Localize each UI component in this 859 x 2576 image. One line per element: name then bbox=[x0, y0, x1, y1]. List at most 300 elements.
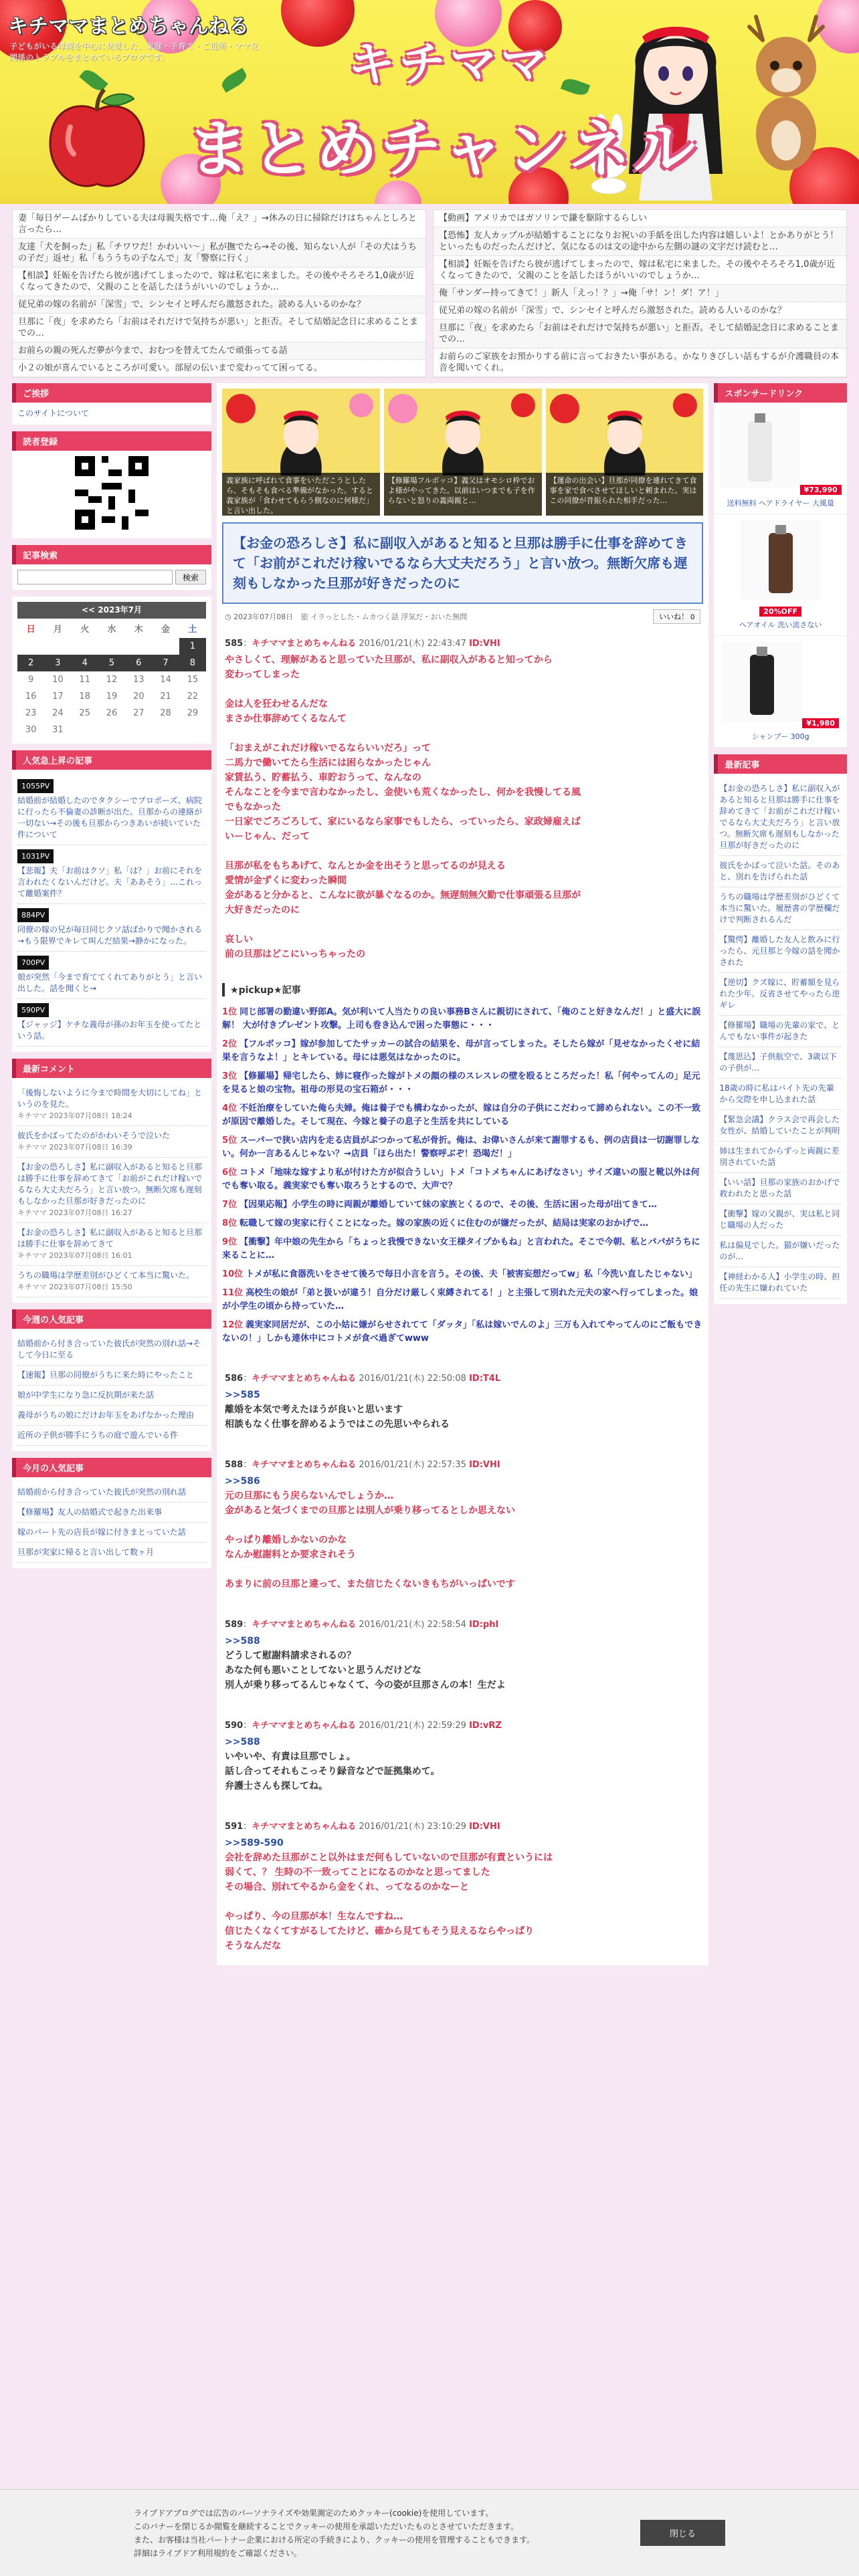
latest-article-link[interactable]: うちの職場は学歴差別がひどくて本当に驚いた。履歴書の学歴欄だけで判断されるんだ bbox=[719, 887, 842, 930]
antenna-column-right bbox=[433, 209, 847, 378]
post bbox=[222, 1451, 703, 1598]
search-button[interactable]: 検索 bbox=[175, 570, 206, 584]
post bbox=[222, 1812, 703, 1960]
calendar-box bbox=[12, 597, 211, 744]
antenna-link[interactable]: 従兄弟の嫁の名前が「深雪」で、シンセイと呼んだら激怒された。読める人いるのかな？ bbox=[13, 296, 425, 314]
calendar-cell: 25 bbox=[79, 708, 90, 718]
pv-badge: 884PV bbox=[17, 908, 49, 922]
pv-badge: 1055PV bbox=[17, 779, 54, 793]
post-line: そうなんだな bbox=[225, 1941, 282, 1951]
latest-article-link[interactable]: 【驚愕】離婚した友人と飲みに行ったら、元旦那と今嫁の話を聞かされた bbox=[719, 930, 842, 973]
pickup-text: スーパーで狭い店内を走る店員がぶつかって私が骨折。俺は、お偉いさんが来て謝罪するも、例の店員は一切謝罪しない。何か一言あるんじゃない？→店員「ほら出た！警察呼ぶぞ！恐喝だ！」 bbox=[222, 1136, 700, 1159]
product-name[interactable]: シャンプー 300g bbox=[751, 732, 809, 741]
calendar-cell bbox=[152, 638, 179, 655]
cookie-text-line: このバナーを閉じるか閲覧を継続することでクッキーの使用を承認いただいたものとさせていただきます。 bbox=[134, 2521, 519, 2531]
left-sidebar bbox=[12, 383, 211, 1575]
box-title: 人気急上昇の記事 bbox=[12, 750, 211, 770]
pv-badge: 590PV bbox=[17, 1003, 49, 1017]
calendar-cell[interactable]: 8 bbox=[179, 655, 206, 671]
latest-article-link[interactable]: 【衝撃】嫁の父親が、実は私と同じ職場の人だった bbox=[719, 1204, 842, 1236]
pickup-link[interactable] bbox=[222, 1099, 703, 1132]
calendar-cell: 26 bbox=[106, 708, 118, 718]
post-line: そんなことを今まで言わなかったし、金使いも荒くなかったし、何かを我慢してる風 bbox=[225, 787, 581, 798]
pv-badge: 700PV bbox=[17, 956, 49, 970]
latest-article-link[interactable]: 【お金の恐ろしさ】私に副収入があると知ると旦那は勝手に仕事を辞めてきて「お前がこれだけ稼いでるなら大丈夫だろう」と言い放つ。無断欠席も遅刻もしなかった旦那が好きだったのに bbox=[719, 779, 842, 856]
post-line: 「おまえがこれだけ稼いでるならいいだろ」って bbox=[225, 743, 432, 754]
box-title: 今月の人気記事 bbox=[12, 1458, 211, 1477]
comments-box bbox=[12, 1059, 211, 1303]
qr-code-icon[interactable] bbox=[75, 456, 149, 530]
article-date: 2023年07月08日 bbox=[233, 613, 294, 621]
leaf-decoration bbox=[561, 76, 590, 98]
pickup-link[interactable] bbox=[222, 1035, 703, 1067]
pickup-text: 転職して嫁の実家に行くことになった。嫁の家族の近くに住むのが嫌だったが、結局は実家のおかげで… bbox=[240, 1218, 649, 1228]
post-body bbox=[225, 1836, 700, 1953]
post bbox=[222, 1711, 703, 1800]
pickup-link[interactable] bbox=[222, 1132, 703, 1164]
price-badge: ¥73,990 bbox=[800, 485, 842, 495]
calendar-cell bbox=[72, 638, 98, 655]
comment-item[interactable] bbox=[17, 1266, 206, 1297]
post-line: 一日家でごろごろして、家にいるなら家事でもしたら、っていったら、家政婦雇えば bbox=[225, 817, 581, 827]
sponsor-product[interactable] bbox=[714, 636, 847, 748]
main-content bbox=[217, 383, 708, 1965]
post-line: 金は人を狂わせるんだな bbox=[225, 699, 328, 710]
reply-anchor-link[interactable]: >>586 bbox=[225, 1476, 260, 1487]
antenna-column-left bbox=[12, 209, 426, 378]
reply-anchor-link[interactable]: >>588 bbox=[225, 1636, 260, 1646]
latest-article-link[interactable]: 【いい話】旦那の家族のおかげで救われたと思った話 bbox=[719, 1173, 842, 1204]
pickup-rank: 4位 bbox=[222, 1103, 237, 1113]
calendar-cell: 13 bbox=[132, 675, 145, 685]
leaf-decoration bbox=[219, 68, 250, 92]
calendar-cell: 17 bbox=[52, 691, 64, 702]
pickup-rank: 12位 bbox=[222, 1320, 244, 1330]
calendar-day-label: 木 bbox=[134, 625, 143, 635]
comment-meta: キチママ 2023年07月08日 15:50 bbox=[17, 1283, 132, 1291]
post-date: 2016/01/21(木) 22:50:08 bbox=[359, 1374, 466, 1384]
calendar-cell: 24 bbox=[52, 708, 64, 718]
pickup-link[interactable] bbox=[222, 1284, 703, 1316]
post-line: 別人が乗り移ってるんじゃなくて、今の姿が旦那さんの本！生だよ bbox=[225, 1680, 506, 1691]
pickup-rank: 1位 bbox=[222, 1007, 237, 1017]
thumbnail-caption: 【運命の出会い】旦那が同僚を連れてきて食事を家で食べさせてほしいと頼まれた。実はこの同僚が昔振られた相手だった… bbox=[546, 473, 704, 516]
calendar-cell bbox=[72, 722, 98, 738]
post-line: 相談もなく仕事を辞めるようではこの先思いやられる bbox=[225, 1419, 450, 1430]
box-title: 最新コメント bbox=[12, 1059, 211, 1078]
pickup-text: 【修羅場】帰宅したら、姉に寝作った嫁がトメの顔の様のスレスレの壁を殴るところだった！私「何やってんの」足元を見ると娘の宝物。祖母の形見の宝石箱が・・・ bbox=[222, 1071, 700, 1095]
article-link[interactable]: 【修羅場】友人の結婚式で起きた出来事 bbox=[17, 1503, 206, 1523]
latest-article-link[interactable]: 【修羅場】職場の先輩の家で、とんでもない事件が起きた bbox=[719, 1016, 842, 1047]
ranking-item[interactable] bbox=[17, 904, 206, 952]
antenna-link[interactable]: 従兄弟の嫁の名前が「深雪」で、シンセイと呼んだら激怒された。読める人いるのかな？ bbox=[434, 302, 846, 320]
thumbnail-image bbox=[546, 389, 704, 475]
pickup-rank: 11位 bbox=[222, 1288, 244, 1298]
calendar-cell[interactable]: 5 bbox=[98, 655, 125, 671]
comment-text: うちの職場は学歴差別がひどくて本当に驚いた。 bbox=[17, 1271, 195, 1280]
post-line: 哀しい bbox=[225, 934, 254, 945]
like-button[interactable]: いいね！ 0 bbox=[653, 609, 700, 624]
pickup-rank: 6位 bbox=[222, 1168, 237, 1178]
pickup-text: コトメ「地味な嫁すより私が付けた方が似合うしい」トメ「コトメちゃんにあげなさい」サイズ違いの服と靴以外は何でも奪い取る。義実家でも奪い取ろうとするので、大声で？ bbox=[222, 1168, 700, 1191]
comment-item[interactable] bbox=[17, 1126, 206, 1158]
calendar-cell: 14 bbox=[160, 675, 171, 685]
calendar-cell: 9 bbox=[28, 675, 34, 685]
calendar-cell: 12 bbox=[106, 675, 118, 685]
calendar-cell: 21 bbox=[160, 691, 171, 702]
post-line bbox=[225, 682, 700, 697]
post-author: キチママまとめちゃんねる bbox=[252, 639, 357, 649]
calendar-cell: 31 bbox=[52, 725, 64, 735]
cookie-text-line: ライブドアブログでは広告のパーソナライズや効果測定のためクッキー(cookie)を使用しています。 bbox=[134, 2508, 494, 2518]
pickup-link[interactable] bbox=[222, 1003, 703, 1035]
pickup-link[interactable] bbox=[222, 1233, 703, 1265]
post-line: 旦那が私をもちあげて、なんとか金を出そうと思ってるのが見える bbox=[225, 861, 506, 871]
pickup-rank: 5位 bbox=[222, 1136, 237, 1146]
article-link[interactable]: 娘が中学生になり急に反抗期が来た話 bbox=[17, 1386, 206, 1406]
post-number[interactable]: 589 bbox=[225, 1620, 244, 1630]
post-date: 2016/01/21(木) 23:10:29 bbox=[359, 1822, 466, 1832]
calendar-header[interactable]: << 2023年7月 bbox=[17, 602, 206, 619]
post-header: 590：キチママまとめちゃんねる 2016/01/21(木) 22:59:29 ID:vRZ bbox=[225, 1721, 502, 1731]
subscribe-box bbox=[12, 431, 211, 538]
post-id: ID:VHI bbox=[469, 1822, 500, 1832]
calendar-cell bbox=[125, 638, 152, 655]
pickup-text: 高校生の娘が「弟と扱いが違う！自分だけ厳しく束縛されてる！」と主張して別れた元夫の家へ行ってしまった。娘が小学生の頃から持っていた… bbox=[222, 1288, 698, 1311]
antenna-link[interactable]: 旦那に「夜」を求めたら「お前はそれだけで気持ちが悪い」と拒否。そして結婚記念日に求めることまでの… bbox=[13, 314, 425, 342]
logo-text-top: キチママ bbox=[348, 37, 551, 92]
post-line: 信じたくなくてすがるしてたけど、確から見てもそう見えるならやっぱり bbox=[225, 1926, 535, 1937]
calendar-cell bbox=[98, 638, 125, 655]
calendar-cell[interactable]: 2 bbox=[17, 655, 44, 671]
thumbnail-image bbox=[222, 389, 380, 475]
post-line: あなた何も悪いことしてないと思うんだけどな bbox=[225, 1665, 422, 1676]
post-line: 二馬力で働いてたら生活には困らなかったじゃん bbox=[225, 758, 432, 768]
calendar-cell[interactable]: 3 bbox=[44, 655, 71, 671]
pickup-text: 同じ部署の勤違い野郎A。気が利いて人当たりの良い事務Bさんに親切にされて、「俺のこと好きなんだ！」と盛大に誤解！ 大が付きプレゼント攻撃。上司も巻き込んで困った事態に・・・ bbox=[222, 1007, 701, 1031]
post-number[interactable]: 588 bbox=[225, 1460, 244, 1470]
pickup-link[interactable] bbox=[222, 1196, 703, 1214]
about-box bbox=[12, 383, 211, 425]
pickup-text: 【因果応報】小学生の時に両親が離婚していて妹の家族とくるので、その後、生活に困った母が出てきて… bbox=[240, 1200, 657, 1210]
pickup-text: 【フルボッコ】嫁が参加してたサッカーの試合の結果を、母が言ってしまった。そしたら嫁が「見せなかったくせに結果を言うなよ！」とキレている。母には悪気はなかったのに。 bbox=[222, 1039, 700, 1063]
post-id: ID:phI bbox=[469, 1620, 499, 1630]
antenna-link[interactable]: 俺「サンダー持ってきて！」新人「えっ！？」→俺「サ！ン！ダ！ア！」 bbox=[434, 285, 846, 302]
latest-article-link[interactable]: 【神経わかる人】小学生の時、担任の先生に嫌われていた bbox=[719, 1267, 842, 1299]
antenna-link[interactable]: 【相談】妊娠を告げたら彼が逃げてしまったので、嫁は私宅に来ました。その後やそろそろ1,0歳が近くなってきたので、父親のことを話したほうがいいのでしょうか… bbox=[434, 256, 846, 285]
pickup-link[interactable] bbox=[222, 1164, 703, 1196]
box-title: ご挨拶 bbox=[12, 383, 211, 403]
antenna-link[interactable]: 【恐怖】友人カップルが結婚することになりお祝いの手紙を出した内容は嬉しいよ！とかありがとう！といったものだったんだけど、気になるのは文の途中から左側の謎の文字だけ読むと… bbox=[434, 227, 846, 256]
post-author: キチママまとめちゃんねる bbox=[252, 1822, 357, 1832]
post-number[interactable]: 586 bbox=[225, 1374, 244, 1384]
ranking-link[interactable]: 娘が突然「今まで育ててくれてありがとう」と言い出した。話を聞くと→ bbox=[17, 972, 203, 993]
calendar-cell bbox=[98, 722, 125, 738]
popular-box bbox=[12, 750, 211, 1052]
ranking-link[interactable]: 同僚の嫁の兄が毎日同じクソ話ばかりで聞かされる→もう限界でキレて叫んだ結果→静かになった。 bbox=[17, 925, 203, 946]
reply-anchor-link[interactable]: >>585 bbox=[225, 1390, 260, 1400]
weekly-popular-box bbox=[12, 1309, 211, 1451]
calendar-cell: 11 bbox=[79, 675, 90, 685]
antenna-link[interactable]: 【相談】妊娠を告げたら彼が逃げてしまったので、嫁は私宅に来ました。その後やそろそろ1,0歳が近くなってきたので、父親のことを話したほうがいいのでしょうか… bbox=[13, 267, 425, 296]
comment-item[interactable] bbox=[17, 1083, 206, 1126]
logo-text-bottom: まとめチャンネル bbox=[187, 114, 698, 185]
reply-anchor-link[interactable]: >>588 bbox=[225, 1737, 260, 1747]
pickup-link[interactable] bbox=[222, 1316, 703, 1348]
post bbox=[222, 1364, 703, 1438]
calendar-cell[interactable]: 7 bbox=[152, 655, 179, 671]
post-date: 2016/01/21(木) 22:58:54 bbox=[359, 1620, 466, 1630]
pickup-rank: 2位 bbox=[222, 1039, 237, 1049]
pickup-link[interactable] bbox=[222, 1214, 703, 1233]
post-body bbox=[225, 1388, 700, 1432]
right-sidebar bbox=[714, 383, 847, 1311]
latest-article-link[interactable]: 私は偏見でした。猫が嫌いだったのが… bbox=[719, 1236, 842, 1267]
featured-thumbnail[interactable] bbox=[546, 389, 704, 516]
latest-articles-box bbox=[714, 754, 847, 1304]
post-line: 金があると分かると、こんなに欲が暴ぐなるのか。無遅刻無欠勤で仕事頑張る旦那が bbox=[225, 890, 581, 901]
box-title: スポンサードリンク bbox=[714, 383, 847, 403]
article-link[interactable]: 結婚前から付き合っていた彼氏が突然の別れ話 bbox=[17, 1483, 206, 1503]
post-line bbox=[225, 1518, 700, 1533]
calendar-cell: 23 bbox=[25, 708, 37, 718]
rose-decoration bbox=[281, 0, 355, 47]
comment-meta: キチママ 2023年07月08日 16:39 bbox=[17, 1143, 132, 1152]
pickup-link[interactable] bbox=[222, 1265, 703, 1284]
post-date: 2016/01/21(木) 22:59:29 bbox=[359, 1721, 466, 1731]
post-author: キチママまとめちゃんねる bbox=[252, 1721, 357, 1731]
calendar-cell bbox=[125, 722, 152, 738]
about-link[interactable]: このサイトについて bbox=[17, 409, 89, 418]
thumbnail-caption: 義家族に呼ばれて食事をいただこうとしたら、そもそも食べる準備がなかった。すると義家族が「食わせてもらう側なのに何様だ」と言い出した。 bbox=[222, 473, 380, 516]
product-name[interactable]: ヘアオイル 洗い流さない bbox=[739, 621, 822, 629]
post-line: まさか仕事辞めてくるなんて bbox=[225, 714, 347, 724]
post-line: いーじゃん、だって bbox=[225, 831, 310, 842]
pickup-rank: 9位 bbox=[222, 1237, 237, 1247]
post-number[interactable]: 590 bbox=[225, 1721, 244, 1731]
calendar-day-label: 日 bbox=[26, 625, 35, 635]
calendar-cell: 16 bbox=[25, 691, 37, 702]
article-title[interactable]: 【お金の恐ろしさ】私に副収入があると知ると旦那は勝手に仕事を辞めてきて「お前がこれだけ稼いでるなら大丈夫だろう」と言い放つ。無断欠席も遅刻もしなかった旦那が好きだったのに bbox=[222, 522, 703, 604]
post-line: あまりに前の旦那と違って、また信じたくないきもちがいっぱいです bbox=[225, 1579, 515, 1590]
post-line: 弁護士さんも探してね。 bbox=[225, 1781, 328, 1792]
post-line bbox=[225, 1895, 700, 1909]
cookie-text bbox=[134, 2506, 613, 2560]
search-box bbox=[12, 545, 211, 590]
post-header: 585：キチママまとめちゃんねる 2016/01/21(木) 22:43:47 ID:VHI bbox=[225, 639, 500, 649]
antenna-links bbox=[0, 204, 859, 383]
calendar-cell: 15 bbox=[187, 675, 199, 685]
article-tags[interactable]: 旅 イラっとした・ムカつく話 浮気だ・おいた無問 bbox=[300, 613, 468, 621]
calendar-cell bbox=[17, 638, 44, 655]
post-id: ID:vRZ bbox=[469, 1721, 502, 1731]
calendar-day-label: 金 bbox=[161, 625, 171, 635]
pickup-text: 【衝撃】年中娘の先生から「ちょっと我慢できない女王様タイプかもね」と言われた。そこで今朝、私とパパがうちに来ることに… bbox=[222, 1237, 700, 1261]
ranking-link[interactable]: 【悲報】夫「お前はクソ」私「は？」お前にそれを言われたくないんだけど。夫「ああそう」…これって離婚案件？ bbox=[17, 866, 203, 898]
post-author: キチママまとめちゃんねる bbox=[252, 1460, 357, 1470]
post-line bbox=[225, 918, 700, 932]
featured-thumbnails bbox=[222, 389, 703, 516]
pickup-text: 義実家同居だが、この小姑に嫌がらせされてて「ダッタ」「私は嫁いでんのよ」三万も入れてやってんのにご飯もできないの！」しかも連休中にコトメが食べ過ぎてwww bbox=[222, 1320, 702, 1344]
pickup-link[interactable] bbox=[222, 1067, 703, 1099]
post-line: でもなかった bbox=[225, 802, 282, 813]
box-title: 最新記事 bbox=[714, 754, 847, 774]
pickup-text: トメが私に食器洗いをさせて後ろで毎日小言を言う。その後、夫「被害妄想だってw」私「今洗い直したじゃない」 bbox=[246, 1269, 697, 1279]
antenna-link[interactable]: 友達「犬を飼った」私「チワワだ！かわいい〜」私が撫でたら→その後、知らない人が「その犬はうちの子だ」返せ」私「もううちの子なんで」友「警察に行く」 bbox=[13, 239, 425, 267]
post-line: 離婚を本気で考えたほうが良いと思います bbox=[225, 1404, 403, 1415]
post-line: 大好きだったのに bbox=[225, 905, 300, 916]
ranking-item[interactable] bbox=[17, 775, 206, 845]
comment-text: 「後悔しないように今まで時間を大切にしてね」というのを見た。 bbox=[17, 1088, 203, 1109]
product-name[interactable]: 送料無料 ヘアドライヤー 大風量 bbox=[727, 499, 834, 508]
pickup-rank: 7位 bbox=[222, 1200, 237, 1210]
pickup-rank: 3位 bbox=[222, 1071, 237, 1081]
calendar-cell: 18 bbox=[79, 691, 90, 702]
post-line: 話し合ってそれもこっそり録音などで証拠集めて。 bbox=[225, 1766, 440, 1777]
ranking-item[interactable] bbox=[17, 952, 206, 999]
latest-article-link[interactable]: 姉は生まれてからずっと両親に差別されていた話 bbox=[719, 1142, 842, 1173]
post-number[interactable]: 585 bbox=[225, 639, 244, 649]
box-title: 記事検索 bbox=[12, 545, 211, 564]
calendar-cell: 10 bbox=[52, 675, 64, 685]
post-header: 586：キチママまとめちゃんねる 2016/01/21(木) 22:50:08 ID:T4L bbox=[225, 1374, 501, 1384]
post-date: 2016/01/21(木) 22:43:47 bbox=[359, 639, 466, 649]
featured-thumbnail[interactable] bbox=[222, 389, 380, 516]
comment-meta: キチママ 2023年07月08日 16:27 bbox=[17, 1208, 132, 1217]
post-line: その場合、別れてやるから金をくれ、ってなるのかなーと bbox=[225, 1882, 469, 1893]
calendar-cell: 28 bbox=[160, 708, 171, 718]
calendar-cell[interactable]: 4 bbox=[72, 655, 98, 671]
price-badge: ¥1,980 bbox=[802, 718, 838, 728]
reply-anchor-link[interactable]: >>589-590 bbox=[225, 1838, 284, 1848]
box-title: 読者登録 bbox=[12, 431, 211, 451]
calendar-cell bbox=[179, 722, 206, 738]
calendar-cell: 22 bbox=[187, 691, 199, 702]
product-image bbox=[722, 641, 802, 722]
antenna-link[interactable]: 妻「毎日ゲームばかりしている夫は母親失格です…俺「え？」→休みの日に掃除だけはちゃんとしろと言ったら… bbox=[13, 210, 425, 239]
latest-article-link[interactable]: 彼氏をかばって泣いた話。そのあと、別れを告げられた話 bbox=[719, 856, 842, 887]
thumbnail-image bbox=[384, 389, 542, 475]
post-line: やっぱり離婚しかないのかな bbox=[225, 1535, 347, 1545]
calendar-cell bbox=[152, 722, 179, 738]
calendar-cell: 29 bbox=[187, 708, 199, 718]
pickup-rank: 10位 bbox=[222, 1269, 244, 1279]
comment-item[interactable] bbox=[17, 1223, 206, 1266]
post-line: 変わってしまった bbox=[225, 669, 300, 680]
post-author: キチママまとめちゃんねる bbox=[252, 1374, 357, 1384]
calendar-cell: 27 bbox=[132, 708, 145, 718]
deer-illustration bbox=[736, 13, 836, 174]
post-line: 家賃払う、貯蓄払う、車貯おうって、なんなの bbox=[225, 772, 421, 783]
comment-meta: キチママ 2023年07月08日 18:24 bbox=[17, 1111, 132, 1120]
site-header bbox=[0, 0, 859, 204]
content-wrapper bbox=[0, 383, 859, 1965]
cookie-close-button[interactable]: 閉じる bbox=[640, 2520, 725, 2546]
post-line: 愛情が金ずくに変わった瞬間 bbox=[225, 875, 347, 886]
search-input[interactable] bbox=[17, 570, 173, 584]
calendar-day-label: 火 bbox=[80, 625, 90, 635]
calendar-cell[interactable]: 1 bbox=[179, 638, 206, 655]
antenna-link[interactable]: 【動画】アメリカではガソリンで鎌を駆除するらしい bbox=[434, 210, 846, 227]
thumbnail-caption: 【修羅場フルボッコ】義父はオモシロ枠でおよ様がやってきた。以前はいつまでも子を作らないと怒りの義両親と… bbox=[384, 473, 542, 516]
post-id: ID:VHI bbox=[469, 1460, 500, 1470]
product-image bbox=[720, 408, 800, 488]
antenna-link[interactable]: お前らの親の死んだ夢が今まで、おむつを替えてたんで頑張ってる話 bbox=[13, 342, 425, 360]
article-link[interactable]: 義母がうちの娘にだけお年玉をあげなかった理由 bbox=[17, 1406, 206, 1426]
calendar-day-label: 土 bbox=[188, 625, 197, 635]
sponsor-product[interactable] bbox=[714, 403, 847, 514]
article-link[interactable]: 近所の子供が勝手にうちの庭で遊んでいる件 bbox=[17, 1426, 206, 1446]
apple-illustration bbox=[40, 87, 154, 194]
calendar-cell[interactable]: 6 bbox=[125, 655, 152, 671]
article-link[interactable]: 旦那が実家に帰ると言い出して数ヶ月 bbox=[17, 1543, 206, 1563]
clock-icon: ◷ bbox=[225, 613, 231, 621]
post-line: どうして慰謝料請求されるの？ bbox=[225, 1650, 357, 1661]
article-link[interactable]: 【速報】旦那の同僚がうちに来た時にやったこと bbox=[17, 1366, 206, 1386]
post-author: キチママまとめちゃんねる bbox=[252, 1620, 357, 1630]
site-title[interactable]: キチママまとめちゃんねる bbox=[8, 15, 249, 38]
product-image bbox=[741, 520, 821, 600]
calendar-day-label: 水 bbox=[107, 625, 116, 635]
cookie-terms-link[interactable]: 詳細はライブドア利用規約をご確認ください。 bbox=[134, 2548, 302, 2558]
antenna-link[interactable]: お前らのご家族をお預かりする前に言っておきたい事がある。かなりきびしい話もするが介護職員の本音を聞いてくれ。 bbox=[434, 348, 846, 377]
post-id: ID:VHI bbox=[469, 639, 500, 649]
comment-item[interactable] bbox=[17, 1158, 206, 1223]
ranking-item[interactable] bbox=[17, 845, 206, 904]
post bbox=[222, 629, 703, 968]
article-link[interactable]: 嫁のパート先の店長が嫁に付きまとっていた話 bbox=[17, 1523, 206, 1543]
box-title: 今週の人気記事 bbox=[12, 1309, 211, 1329]
monthly-popular-box bbox=[12, 1458, 211, 1568]
pickup-rank: 8位 bbox=[222, 1218, 237, 1228]
post-line: やさしくて、理解があると思っていた旦那が、私に副収入があると知ってから bbox=[225, 655, 553, 665]
calendar-cell bbox=[44, 638, 71, 655]
antenna-link[interactable]: 小２の娘が喜んでいるところが可愛い。部屋の伝いまで変わってて困ってる。 bbox=[13, 360, 425, 377]
ranking-item[interactable] bbox=[17, 999, 206, 1047]
post-line: 前の旦那はどこにいっちゃったの bbox=[225, 949, 366, 960]
post-date: 2016/01/21(木) 22:57:35 bbox=[359, 1460, 466, 1470]
post-line: 弱くて、？ 生時の不一致ってことになるのかなと思ってました bbox=[225, 1867, 490, 1878]
ranking-link[interactable]: 【ジャッジ】ケチな義母が孫のお年玉を使ってたという話。 bbox=[17, 1020, 202, 1041]
sponsor-product[interactable] bbox=[714, 514, 847, 636]
latest-article-link[interactable]: 【緊急会議】クラス会で再会した女性が、結婚していたことが判明 bbox=[719, 1110, 842, 1142]
comment-meta: キチママ 2023年07月08日 16:01 bbox=[17, 1251, 132, 1260]
post-body bbox=[225, 1634, 700, 1693]
ranking-link[interactable]: 結婚前が結婚したのでタクシーでプロポーズ、病院に行ったら不倫妻の診断が出た。旦那からの連絡が一切ない→その後も旦那からつきあいが続いていた件について bbox=[17, 796, 203, 839]
latest-article-link[interactable]: 18歳の時に私はバイト先の先輩から交際を申し込まれた話 bbox=[719, 1079, 842, 1110]
featured-thumbnail[interactable] bbox=[384, 389, 542, 516]
cookie-banner bbox=[0, 2489, 859, 2576]
post-line: 元の旦那にもう戻らないんでしょうか… bbox=[225, 1491, 394, 1501]
article-link[interactable]: 結婚前から付き合っていた彼氏が突然の別れ話→そして今日に至る bbox=[17, 1334, 206, 1366]
post-line bbox=[225, 844, 700, 859]
post-line: 金があると気づくまでの旦那とは別人が乗り移ってるとしか思えない bbox=[225, 1505, 516, 1516]
calendar-cell: 20 bbox=[132, 691, 145, 702]
post-body bbox=[225, 1735, 700, 1794]
comment-text: 彼氏をかばってたのがかわいそうで泣いた bbox=[17, 1131, 171, 1140]
latest-article-link[interactable]: 【逆切】クズ嫁に、貯蓄額を見られた少年。反省させてやったら逆ギレ bbox=[719, 973, 842, 1016]
latest-article-link[interactable]: 【蔑思込】子供航空で、3歳以下の子供が… bbox=[719, 1047, 842, 1079]
comment-text: 【お金の恐ろしさ】私に副収入があると知ると旦那は勝手に仕事を辞めてきて bbox=[17, 1228, 203, 1249]
antenna-link[interactable]: 旦那に「夜」を求めたら「お前はそれだけで気持ちが悪い」と拒否。そして結婚記念日に求めることまでの… bbox=[434, 320, 846, 348]
sponsor-box bbox=[714, 383, 847, 748]
site-description: 子どもがいる母親を中心に発覚した、家庭・子育て・ご近所・ママ友関係のトラブルをまとめているブログです。 bbox=[9, 41, 259, 62]
calendar-cell: 30 bbox=[25, 725, 37, 735]
calendar-cell: 19 bbox=[106, 691, 118, 702]
post-number[interactable]: 591 bbox=[225, 1822, 244, 1832]
calendar-day-label: 月 bbox=[53, 625, 62, 635]
article-meta bbox=[222, 604, 703, 629]
